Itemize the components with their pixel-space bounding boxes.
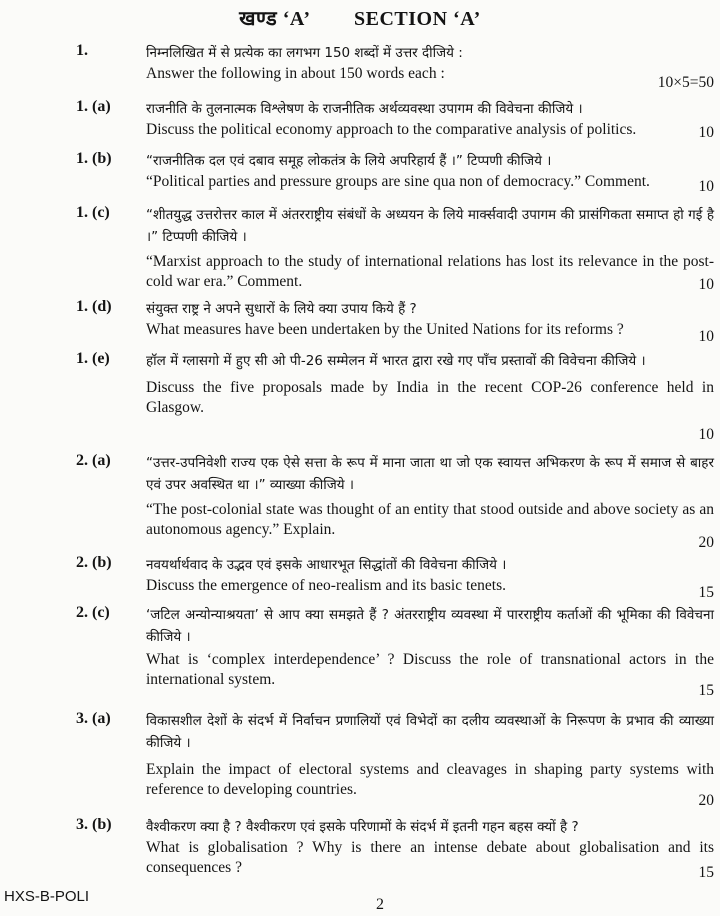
question-number: 3. (b) xyxy=(76,816,112,833)
question-number: 3. (a) xyxy=(76,710,111,727)
question-marks: 10 xyxy=(698,328,714,345)
question-number: 2. (b) xyxy=(76,554,112,571)
question-marks: 20 xyxy=(698,792,714,809)
question-marks: 10 xyxy=(698,426,714,443)
question-body xyxy=(146,554,714,596)
question-text-hindi: “शीतयुद्ध उत्तरोत्तर काल में अंतरराष्ट्रीय संबंधों के अध्ययन के लिये मार्क्सवादी उपागम की प्रासंगिकता समाप्त हो गई है ।” टिप्पणी कीजिये । xyxy=(146,207,714,245)
question-body xyxy=(146,98,714,140)
question-text-english: What measures have been undertaken by the United Nations for its reforms ? xyxy=(146,321,624,338)
question-number: 1. (c) xyxy=(76,204,110,221)
question-body xyxy=(146,710,714,800)
question-number: 1. (a) xyxy=(76,98,111,115)
question-marks: 15 xyxy=(698,864,714,881)
question-marks: 10 xyxy=(698,276,714,293)
question-text-english: Discuss the emergence of neo-realism and its basic tenets. xyxy=(146,577,506,594)
question-text-english: Discuss the five proposals made by India in the recent COP-26 conference held in Glasgow. xyxy=(146,379,714,416)
question-marks: 10×5=50 xyxy=(657,74,714,91)
question-number: 2. (c) xyxy=(76,604,110,621)
section-heading xyxy=(0,4,720,31)
question-body xyxy=(146,204,714,292)
question-text-hindi: निम्नलिखित में से प्रत्येक का लगभग 150 शब्दों में उत्तर दीजिये : xyxy=(146,45,463,61)
question-text-hindi: वैश्वीकरण क्या है ? वैश्वीकरण एवं इसके परिणामों के संदर्भ में इतनी गहन बहस क्यों है ? xyxy=(146,819,579,835)
question-marks: 20 xyxy=(698,534,714,551)
question-text-hindi: हॉल में ग्लासगो में हुए सी ओ पी-26 सम्मेलन में भारत द्वारा रखे गए पाँच प्रस्तावों की विवेचना कीजिये । xyxy=(146,353,646,369)
question-text-english: What is ‘complex interdependence’ ? Discuss the role of transnational actors in the international system. xyxy=(146,651,714,688)
question-text-hindi: राजनीति के तुलनात्मक विश्लेषण के राजनीतिक अर्थव्यवस्था उपागम की विवेचना कीजिये । xyxy=(146,101,583,117)
question-marks: 15 xyxy=(698,584,714,601)
question-text-hindi: संयुक्त राष्ट्र ने अपने सुधारों के लिये क्या उपाय किये हैं ? xyxy=(146,301,417,317)
question-body xyxy=(146,604,714,690)
question-text-english: “Marxist approach to the study of international relations has lost its relevance in the post-cold war era.” Comment. xyxy=(146,253,714,290)
section-heading-english: SECTION ‘A’ xyxy=(354,8,481,30)
question-number: 1. (b) xyxy=(76,150,112,167)
question-text-hindi: “उत्तर-उपनिवेशी राज्य एक ऐसे सत्ता के रूप में माना जाता था जो एक स्वायत्त अभिकरण के रूप में समाज से बाहर एवं उपर अवस्थित था ।” व्याख्या कीजिये । xyxy=(146,455,714,493)
question-number: 2. (a) xyxy=(76,452,111,469)
question-text-hindi: ‘जटिल अन्योन्याश्रयता’ से आप क्या समझते हैं ? अंतरराष्ट्रीय व्यवस्था में पारराष्ट्रीय कर्ताओं की भूमिका की विवेचना कीजिये । xyxy=(146,607,714,645)
section-heading-hindi: खण्ड ‘A’ xyxy=(239,8,311,30)
page-number: 2 xyxy=(376,896,384,913)
question-text-english: Answer the following in about 150 words each : xyxy=(146,65,445,82)
question-body xyxy=(146,150,714,192)
question-text-english: “The post-colonial state was thought of an entity that stood outside and above society as an autonomous agency.” Explain. xyxy=(146,501,714,538)
question-body xyxy=(146,816,714,878)
question-number: 1. (e) xyxy=(76,350,110,367)
question-text-english: Explain the impact of electoral systems and cleavages in shaping party systems with reference to developing countries. xyxy=(146,761,714,798)
question-body xyxy=(146,298,714,340)
question-text-hindi: नवयर्थार्थवाद के उद्भव एवं इसके आधारभूत सिद्धांतों की विवेचना कीजिये । xyxy=(146,557,507,573)
question-text-english: What is globalisation ? Why is there an intense debate about globalisation and its consequences ? xyxy=(146,839,714,876)
question-body xyxy=(146,42,714,84)
question-body xyxy=(146,452,714,540)
question-marks: 15 xyxy=(698,682,714,699)
question-number: 1. xyxy=(76,42,88,59)
question-marks: 10 xyxy=(698,124,714,141)
question-text-english: Discuss the political economy approach to the comparative analysis of politics. xyxy=(146,121,637,138)
question-text-english: “Political parties and pressure groups are sine qua non of democracy.” Comment. xyxy=(146,173,650,190)
question-text-hindi: विकासशील देशों के संदर्भ में निर्वाचन प्रणालियों एवं विभेदों का दलीय व्यवस्थाओं के निरूपण के प्रभाव की व्याख्या कीजिये । xyxy=(146,713,714,751)
paper-code: HXS-B-POLI xyxy=(4,888,90,905)
question-number: 1. (d) xyxy=(76,298,112,315)
question-body xyxy=(146,350,714,418)
question-marks: 10 xyxy=(698,178,714,195)
question-text-hindi: “राजनीतिक दल एवं दबाव समूह लोकतंत्र के लिये अपरिहार्य हैं ।” टिप्पणी कीजिये । xyxy=(146,153,552,169)
